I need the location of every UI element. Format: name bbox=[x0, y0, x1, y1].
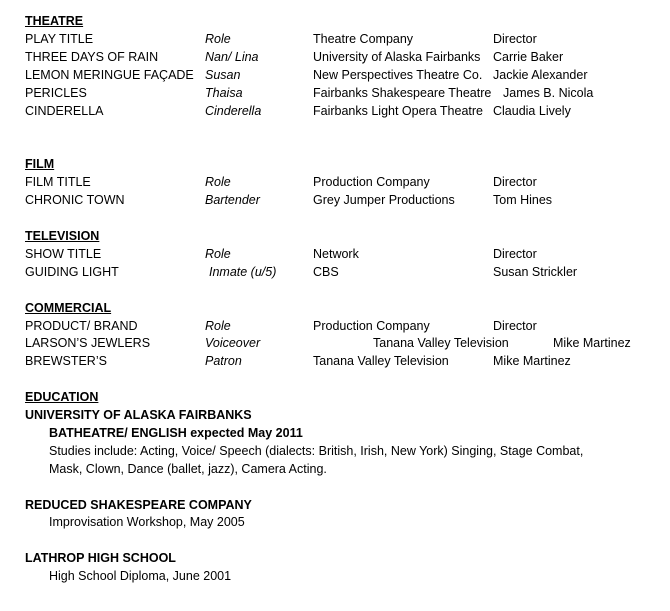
column-header-title: FILM TITLE bbox=[25, 175, 91, 189]
credit-role: Thaisa bbox=[205, 86, 243, 100]
credit-role: Cinderella bbox=[205, 104, 262, 118]
column-header-company: Production Company bbox=[313, 319, 430, 333]
table-row bbox=[0, 352, 670, 370]
commercial-header-row bbox=[0, 317, 670, 335]
credit-role: Voiceover bbox=[205, 336, 261, 350]
column-header-company: Production Company bbox=[313, 175, 430, 189]
column-header-role: Role bbox=[205, 32, 231, 46]
column-header-network: Network bbox=[313, 247, 359, 261]
credit-company: Fairbanks Shakespeare Theatre bbox=[313, 86, 492, 100]
table-row bbox=[0, 263, 670, 281]
credit-title: CHRONIC TOWN bbox=[25, 193, 125, 207]
credit-company: Tanana Valley Television bbox=[373, 336, 509, 350]
credit-director: Carrie Baker bbox=[493, 50, 564, 64]
theatre-heading: THEATRE bbox=[25, 14, 84, 28]
film-header-row bbox=[0, 173, 670, 191]
credit-company: Grey Jumper Productions bbox=[313, 193, 455, 207]
television-header-row bbox=[0, 245, 670, 263]
credit-company: New Perspectives Theatre Co. bbox=[313, 68, 483, 82]
credit-director: Jackie Alexander bbox=[493, 68, 588, 82]
column-header-director: Director bbox=[493, 247, 537, 261]
credit-company: Tanana Valley Television bbox=[313, 354, 449, 368]
credit-director: Claudia Lively bbox=[493, 104, 571, 118]
column-header-title: PLAY TITLE bbox=[25, 32, 94, 46]
credit-director: Mike Martinez bbox=[493, 354, 571, 368]
credit-title: BREWSTER’S bbox=[25, 354, 107, 368]
credit-role: Nan/ Lina bbox=[205, 50, 259, 64]
credit-title: CINDERELLA bbox=[25, 104, 104, 118]
credit-director: Susan Strickler bbox=[493, 265, 578, 279]
table-row bbox=[0, 66, 670, 84]
school-name: REDUCED SHAKESPEARE COMPANY bbox=[25, 498, 252, 512]
credit-title: THREE DAYS OF RAIN bbox=[25, 50, 159, 64]
column-header-director: Director bbox=[493, 175, 537, 189]
column-header-company: Theatre Company bbox=[313, 32, 414, 46]
column-header-role: Role bbox=[205, 175, 231, 189]
studies-text: Studies include: Acting, Voice/ Speech (dialects: British, Irish, New York) Singing, Stage Combat, bbox=[49, 444, 584, 458]
school-name: UNIVERSITY OF ALASKA FAIRBANKS bbox=[25, 408, 252, 422]
column-header-director: Director bbox=[493, 32, 537, 46]
table-row bbox=[0, 334, 670, 352]
degree: BATHEATRE/ ENGLISH expected May 2011 bbox=[49, 426, 303, 440]
credit-company: University of Alaska Fairbanks bbox=[313, 50, 481, 64]
credit-director: Mike Martinez bbox=[553, 336, 631, 350]
credit-title: LARSON’S JEWLERS bbox=[25, 336, 151, 350]
theatre-header-row bbox=[0, 30, 670, 48]
table-row bbox=[0, 84, 670, 102]
commercial-heading: COMMERCIAL bbox=[25, 301, 112, 315]
table-row bbox=[0, 102, 670, 120]
column-header-role: Role bbox=[205, 319, 231, 333]
credit-director: Tom Hines bbox=[493, 193, 553, 207]
credit-role: Patron bbox=[205, 354, 242, 368]
table-row bbox=[0, 48, 670, 66]
credit-role: Susan bbox=[205, 68, 241, 82]
school-name: LATHROP HIGH SCHOOL bbox=[25, 551, 176, 565]
credit-director: James B. Nicola bbox=[503, 86, 594, 100]
column-header-title: SHOW TITLE bbox=[25, 247, 102, 261]
school-detail: High School Diploma, June 2001 bbox=[49, 569, 232, 583]
column-header-title: PRODUCT/ BRAND bbox=[25, 319, 138, 333]
credit-title: GUIDING LIGHT bbox=[25, 265, 119, 279]
credit-role: Bartender bbox=[205, 193, 260, 207]
education-heading: EDUCATION bbox=[25, 390, 99, 404]
school-detail: Improvisation Workshop, May 2005 bbox=[49, 515, 245, 529]
column-header-director: Director bbox=[493, 319, 537, 333]
credit-role: Inmate (u/5) bbox=[209, 265, 277, 279]
studies-text-continued: Mask, Clown, Dance (ballet, jazz), Camera Acting. bbox=[49, 462, 327, 476]
table-row bbox=[0, 191, 670, 209]
column-header-role: Role bbox=[205, 247, 231, 261]
credit-title: LEMON MERINGUE FAÇADE bbox=[25, 68, 194, 82]
film-heading: FILM bbox=[25, 157, 55, 171]
credit-title: PERICLES bbox=[25, 86, 87, 100]
credit-company: Fairbanks Light Opera Theatre bbox=[313, 104, 484, 118]
television-heading: TELEVISION bbox=[25, 229, 100, 243]
credit-network: CBS bbox=[313, 265, 339, 279]
